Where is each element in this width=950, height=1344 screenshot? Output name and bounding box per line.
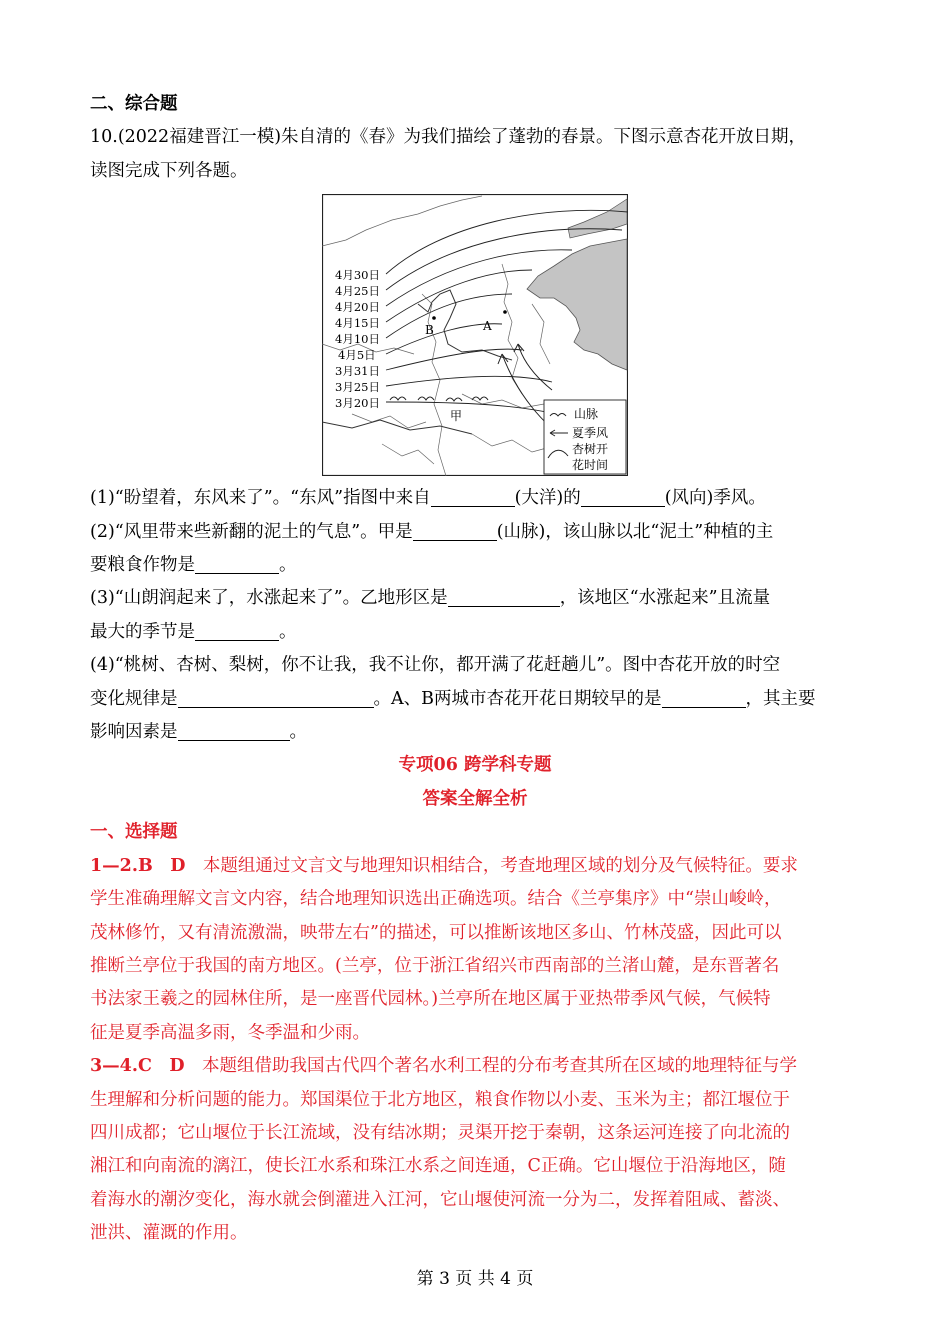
- q2-text-c: 要粮食作物是: [90, 555, 195, 576]
- question-4-line-2: [90, 683, 860, 716]
- city-b-dot: [432, 316, 436, 320]
- q3-text-a: (3)“山朗润起来了，水涨起来了”。乙地形区是: [90, 588, 448, 609]
- answer-3-4-line-5: 着海水的潮汐变化，海水就会倒灌进入江河，它山堰使河流一分为二，发挥着阻咸、蓄淡、: [90, 1189, 790, 1210]
- answer-1-2-line-4: 推断兰亭位于我国的南方地区。(兰亭，位于浙江省绍兴市西南部的兰渚山麓，是东晋著名: [90, 955, 780, 976]
- q4-text-f: 。: [289, 722, 307, 743]
- legend-isoline-label-1: 杏树开: [572, 442, 609, 457]
- section-title-choice: 一、选择题: [90, 822, 178, 843]
- answer-blank[interactable]: [195, 553, 279, 574]
- date-label: 3月20日: [335, 396, 380, 411]
- answer-3-4-line-1: [90, 1050, 860, 1083]
- answer-3-4-text: 本题组借助我国古代四个著名水利工程的分布考查其所在区域的地理特征与学: [184, 1056, 798, 1077]
- answer-3-4-line-2: 生理解和分析问题的能力。郑国渠位于北方地区，粮食作物以小麦、玉米为主；都江堰位于: [90, 1089, 790, 1110]
- answer-blank[interactable]: [178, 687, 374, 708]
- page-content: [90, 88, 860, 1251]
- date-label: 4月20日: [335, 300, 380, 315]
- answer-3-4-number: 3—4.C D: [90, 1056, 185, 1077]
- answer-blank[interactable]: [413, 520, 497, 541]
- region-jia-label: 甲: [450, 409, 463, 424]
- q2-text-b: (山脉)，该山脉以北“泥土”种植的主: [496, 521, 774, 542]
- answer-3-4-line-3: 四川成都；它山堰位于长江流域，没有结冰期；灵渠开挖于秦朝，这条运河连接了向北流的: [90, 1122, 790, 1143]
- question-2-line-1: [90, 516, 860, 549]
- answer-1-2-line-1: [90, 850, 860, 883]
- answer-1-2-line-5: 书法家王羲之的园林住所，是一座晋代园林。)兰亭所在地区属于亚热带季风气候，气候特: [90, 989, 771, 1010]
- answer-1-2-line-3: 茂林修竹，又有清流激湍，映带左右”的描述，可以推断该地区多山、竹林茂盛，因此可以: [90, 922, 782, 943]
- legend-monsoon-label: 夏季风: [572, 426, 609, 441]
- q4-text-e: 影响因素是: [90, 722, 178, 743]
- answer-blank[interactable]: [581, 486, 665, 507]
- point-b-label: B: [425, 323, 434, 338]
- q1-text-a: (1)“盼望着，东风来了”。“东风”指图中来自: [90, 488, 431, 509]
- heading-answer-analysis: 答案全解全析: [422, 788, 528, 809]
- q1-text-b: (大洋)的: [514, 488, 581, 509]
- answer-1-2-text: 本题组通过文言文与地理知识相结合，考查地理区域的划分及气候特征。要求: [185, 855, 798, 876]
- date-label: 3月25日: [335, 380, 380, 395]
- answer-blank[interactable]: [448, 586, 560, 607]
- question-4-line-1: (4)“桃树、杏树、梨树，你不让我，我不让你，都开满了花赶趟儿”。图中杏花开放的时空: [90, 655, 781, 676]
- answer-blank[interactable]: [662, 687, 746, 708]
- q2-text-a: (2)“风里带来些新翻的泥土的气息”。甲是: [90, 521, 413, 542]
- answer-blank[interactable]: [431, 486, 515, 507]
- date-label: 4月25日: [335, 284, 380, 299]
- date-label: 4月15日: [335, 316, 380, 331]
- question-4-line-3: [90, 716, 860, 749]
- question-10-stem-line-1: 10.(2022福建晋江一模)朱自清的《春》为我们描绘了蓬勃的春景。下图示意杏花开放日期，: [90, 127, 807, 148]
- answer-3-4-line-6: 泄洪、灌溉的作用。: [90, 1223, 248, 1244]
- legend-isoline-label-2: 花时间: [572, 458, 609, 473]
- answer-1-2-line-2: 学生准确理解文言文内容，结合地理知识选出正确选项。结合《兰亭集序》中“崇山峻岭，: [90, 889, 782, 910]
- point-a-label: A: [483, 319, 492, 334]
- page-footer: 第 3 页 共 4 页: [416, 1269, 534, 1289]
- question-1: [90, 482, 860, 515]
- q2-text-d: 。: [279, 555, 297, 576]
- q3-text-c: 最大的季节是: [90, 621, 195, 642]
- q4-text-c: 。A、B两城市杏花开花日期较早的是: [373, 688, 662, 709]
- date-label: 3月31日: [335, 364, 380, 379]
- q4-text-d: ，其主要: [745, 688, 816, 709]
- answer-3-4-line-4: 湘江和向南流的漓江，使长江水系和珠江水系之间连通，C正确。它山堰位于沿海地区，随: [90, 1156, 786, 1177]
- date-label: 4月10日: [335, 332, 380, 347]
- q4-text-b: 变化规律是: [90, 688, 178, 709]
- date-label: 4月5日: [338, 348, 376, 363]
- answer-blank[interactable]: [178, 720, 290, 741]
- q1-text-c: (风向)季风。: [664, 488, 766, 509]
- question-2-line-2: [90, 549, 860, 582]
- question-3-line-2: [90, 616, 860, 649]
- heading-special-topic: 专项06 跨学科专题: [398, 755, 552, 776]
- date-labels: [335, 268, 380, 410]
- answer-blank[interactable]: [195, 620, 279, 641]
- apricot-blossom-map: [322, 194, 628, 476]
- city-a-dot: [503, 310, 507, 314]
- legend-mountain-label: 山脉: [574, 407, 599, 422]
- question-3-line-1: [90, 582, 860, 615]
- q3-text-b: ，该地区“水涨起来”且流量: [559, 588, 771, 609]
- answer-1-2-number: 1—2.B D: [90, 855, 186, 876]
- q3-text-d: 。: [279, 621, 297, 642]
- question-10-stem-line-2: 读图完成下列各题。: [90, 160, 248, 181]
- answer-1-2-line-6: 征是夏季高温多雨，冬季温和少雨。: [90, 1022, 370, 1043]
- section-title-comprehensive: 二、综合题: [90, 94, 178, 114]
- date-label: 4月30日: [335, 268, 380, 283]
